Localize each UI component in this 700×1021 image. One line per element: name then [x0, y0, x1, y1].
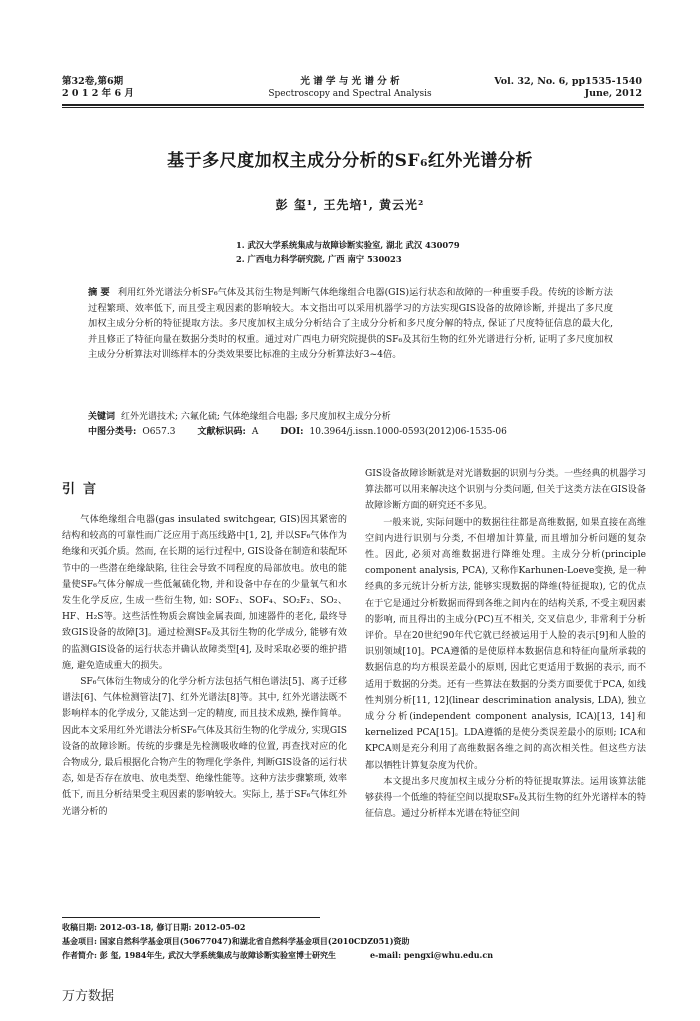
keywords-label: 关键词 — [88, 412, 116, 422]
abstract-text: 利用红外光谱法分析SF₆气体及其衍生物是判断气体绝缘组合电器(GIS)运行状态和故障的一种重要手段。传统的诊断方法过程繁琐、效率低下, 而且受主观因素的影响较大。本文指出可以采用机器学习的方法实现GIS设备的故障诊断, 并提出了多尺度加权主成分分析的特征提取方法。多尺度加权主成分分析结合了主成分分析和多尺度分解的特点, 保证了尺度特征信息的最大化, 并且修正了特征向量在数据分类时的权重。通过对广西电力研究院提供的SF₆及其衍生物的红外光谱进行分析, 证明了多尺度加权主成分分析算法对训练样本的分类效果要比标准的主成分分析算法好3~4倍。 — [88, 287, 613, 361]
affiliation-2: 2. 广西电力科学研究院, 广西 南宁 530023 — [236, 254, 402, 264]
header-rule — [62, 104, 644, 106]
doi-value: 10.3964/j.issn.1000-0593(2012)06-1535-06 — [309, 427, 507, 437]
doc-code-value: A — [251, 427, 259, 437]
keywords-line — [88, 410, 618, 425]
paragraph: 一般来说, 实际问题中的数据往往都是高维数据, 如果直接在高维空间内进行识别与分类, 不但增加计算量, 而且增加分析问题的复杂性。因此, 必须对高维数据进行降维处理。主成分分析(principle component analysis, PCA), 又称作Karhunen-Loeve变换, 是一种经典的多元统计分析方法, 能够实现数据的降维(特征提取), 它的优点在于它是通过分析数据而得到各维之间内在的结构关系, 不受主观因素的影响, 而且得出的主成分(PC)互不相关, 交叉信息少, 非常利于分析评价。早在20世纪90年代它就已经被运用于人脸的表示[9]和人脸的识别领域[10]。PCA遵循的是使原样本数据信息和特征向量所承载的数据信息的均方根误差最小的原则, 因此它更适用于数据的表示, 而不适用于数据的分类。还有一些算法在数据的分类方面要优于PCA, 如线性判别分析[11, 12](linear descrimination analysis, LDA), 独立成分分析(independent component analysis, ICA)[13, 14]和kernelized PCA[15]。LDA遵循的是使分类误差最小的原则; ICA和KPCA则是充分利用了高维数据各维之间的高次相关性。但这些方法都以牺牲计算复杂度为代价。 — [365, 517, 646, 771]
clc-value: O657.3 — [142, 427, 176, 437]
volume-en: Vol. 32, No. 6, pp1535-1540 — [494, 76, 642, 87]
doi-label: DOI: — [280, 427, 304, 437]
body-column-left — [62, 512, 347, 820]
author-list: 彭 玺¹, 王先培¹, 黄云光² — [275, 198, 425, 212]
footnote-received: 收稿日期: 2012-03-18, 修订日期: 2012-05-02 — [62, 922, 246, 932]
clc-label: 中图分类号: — [88, 427, 137, 437]
doc-code-label: 文献标识码: — [197, 427, 246, 437]
footnote-rule — [62, 917, 320, 918]
keywords-text: 红外光谱技术; 六氟化硫; 气体绝缘组合电器; 多尺度加权主成分分析 — [121, 412, 391, 422]
abstract-label: 摘 要 — [88, 287, 110, 298]
keywords-block — [88, 410, 618, 440]
footnotes — [62, 920, 647, 962]
classification-line — [88, 425, 618, 440]
affiliation-1: 1. 武汉大学系统集成与故障诊断实验室, 湖北 武汉 430079 — [236, 240, 460, 250]
footnote-author: 作者简介: 彭 玺, 1984年生, 武汉大学系统集成与故障诊断实验室博士研究生 e-mail: pengxi@whu.edu.cn — [62, 950, 494, 960]
paragraph: 本文提出多尺度加权主成分分析的特征提取算法。运用该算法能够获得一个低维的特征空间以提取SF₆及其衍生物的红外光谱样本的特征信息。通过分析样本光谱在特征空间 — [365, 776, 646, 820]
volume-cn: 第32卷,第6期 — [62, 76, 124, 87]
paper-title: 基于多尺度加权主成分分析的SF₆红外光谱分析 — [167, 151, 533, 171]
paragraph: GIS设备故障诊断就是对光谱数据的识别与分类。一些经典的机器学习算法都可以用来解决这个识别与分类问题, 但关于这类方法在GIS设备故障诊断方面的研究还不多见。 — [365, 469, 646, 512]
abstract — [88, 285, 613, 363]
journal-title-cn: 光 谱 学 与 光 谱 分 析 — [300, 76, 400, 87]
header-rule-thin — [62, 107, 644, 108]
section-heading-introduction: 引言 — [62, 482, 105, 497]
affiliations — [236, 238, 460, 266]
footnote-funding: 基金项目: 国家自然科学基金项目(50677047)和湖北省自然科学基金项目(2010CDZ051)资助 — [62, 936, 410, 946]
paragraph: SF₆气体衍生物成分的化学分析方法包括气相色谱法[5]、离子迁移谱法[6]、气体检测管法[7]、红外光谱法[8]等。其中, 红外光谱法既不影响样本的化学成分, 又能达到一定的精度, 而且技术成熟, 操作简单。因此本文采用红外光谱法分析SF₆气体及其衍生物的化学成分, 实现GIS设备的故障诊断。传统的步骤是先检测吸收峰的位置, 再查找对应的化合物成分, 最后根据化合物产生的物理化学条件, 判断GIS设备的运行状态, 如是否存在放电、放电类型、绝缘性能等。这种方法步骤繁琐, 效率低下, 而且分析结果受主观因素的影响较大。实际上, 基于SF₆气体红外光谱分析的 — [62, 677, 347, 817]
paragraph: 气体绝缘组合电器(gas insulated switchgear, GIS)因其紧密的结构和较高的可靠性而广泛应用于高压线路中[1, 2], 并以SF₆气体作为绝缘和灭弧介质。然而, 在长期的运行过程中, GIS设备在制造和装配环节中的一些潜在绝缘缺陷, 往往会导致不同程度的局部放电。放电的能量使SF₆气体分解成一些低氟硫化物, 并和设备中存在的少量氧气和水发生化学反应, 生成一些衍生物, 如: SOF₂、SOF₄、SO₂F₂、SO₂、HF、H₂S等。这些活性物质会腐蚀金属表面, 加速器件的老化, 最终导致GIS设备的故障[3]。通过检测SF₆及其衍生物的化学成分, 能够有效的监测GIS设备的运行状态并确认故障类型[4], 及时采取必要的维护措施, 避免造成重大的损失。 — [62, 515, 347, 671]
journal-title-en: Spectroscopy and Spectral Analysis — [268, 89, 432, 99]
running-header-right — [494, 76, 642, 100]
watermark-text: 万方数据 — [62, 989, 115, 1004]
date-cn: 2 0 1 2 年 6 月 — [62, 88, 134, 99]
author-email: e-mail: pengxi@whu.edu.cn — [369, 950, 494, 960]
body-column-right — [365, 466, 646, 822]
date-en: June, 2012 — [584, 88, 642, 99]
